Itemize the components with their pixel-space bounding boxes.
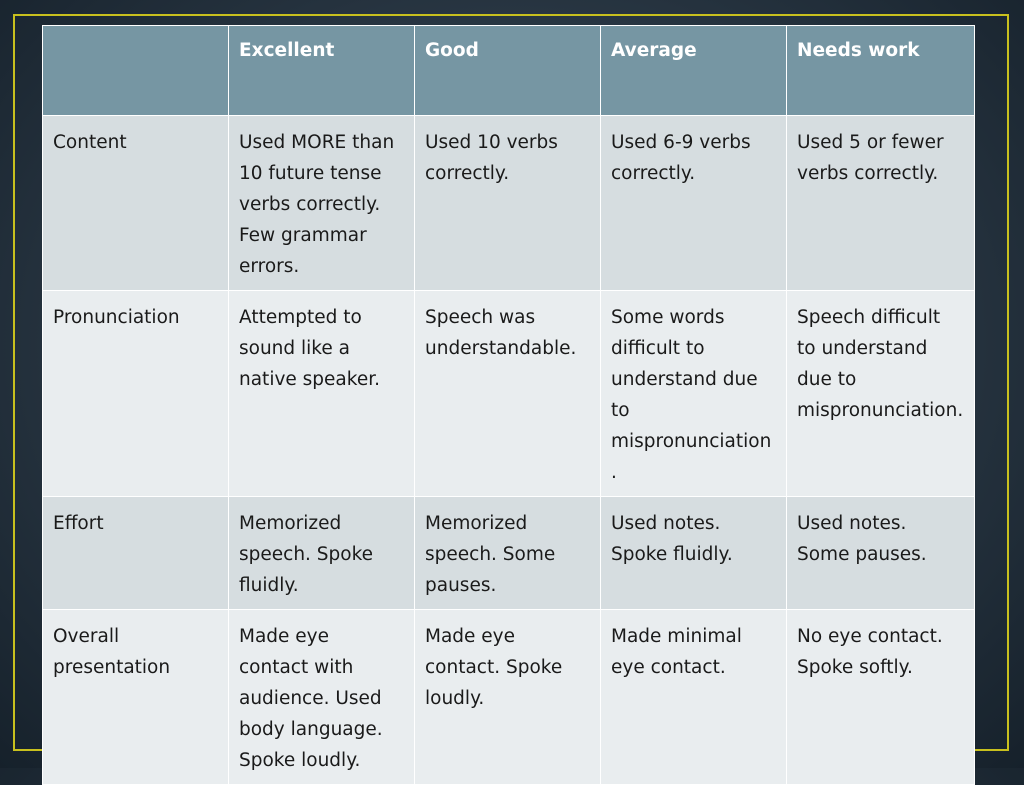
rubric-table xyxy=(42,25,975,785)
good-cell: Speech was understandable. xyxy=(415,291,601,497)
average-cell: Some words difficult to understand due to mispronunciation. xyxy=(601,291,787,497)
criterion-cell: Content xyxy=(43,116,229,291)
needs-work-cell: Used notes. Some pauses. xyxy=(787,497,975,610)
criterion-cell: Pronunciation xyxy=(43,291,229,497)
header-excellent: Excellent xyxy=(229,26,415,116)
header-needs-work: Needs work xyxy=(787,26,975,116)
criterion-cell: Overall presentation xyxy=(43,610,229,785)
average-cell: Used notes. Spoke fluidly. xyxy=(601,497,787,610)
good-cell: Memorized speech. Some pauses. xyxy=(415,497,601,610)
table-row xyxy=(43,291,975,497)
criterion-cell: Effort xyxy=(43,497,229,610)
excellent-cell: Attempted to sound like a native speaker. xyxy=(229,291,415,497)
needs-work-cell: No eye contact. Spoke softly. xyxy=(787,610,975,785)
header-corner-cell xyxy=(43,26,229,116)
table-row xyxy=(43,116,975,291)
good-cell: Made eye contact. Spoke loudly. xyxy=(415,610,601,785)
average-cell: Used 6-9 verbs correctly. xyxy=(601,116,787,291)
needs-work-cell: Speech difficult to understand due to mispronunciation. xyxy=(787,291,975,497)
header-good: Good xyxy=(415,26,601,116)
excellent-cell: Memorized speech. Spoke fluidly. xyxy=(229,497,415,610)
good-cell: Used 10 verbs correctly. xyxy=(415,116,601,291)
excellent-cell: Used MORE than 10 future tense verbs correctly. Few grammar errors. xyxy=(229,116,415,291)
header-row xyxy=(43,26,975,116)
header-average: Average xyxy=(601,26,787,116)
table-row xyxy=(43,497,975,610)
needs-work-cell: Used 5 or fewer verbs correctly. xyxy=(787,116,975,291)
table-row xyxy=(43,610,975,785)
average-cell: Made minimal eye contact. xyxy=(601,610,787,785)
excellent-cell: Made eye contact with audience. Used body language. Spoke loudly. xyxy=(229,610,415,785)
